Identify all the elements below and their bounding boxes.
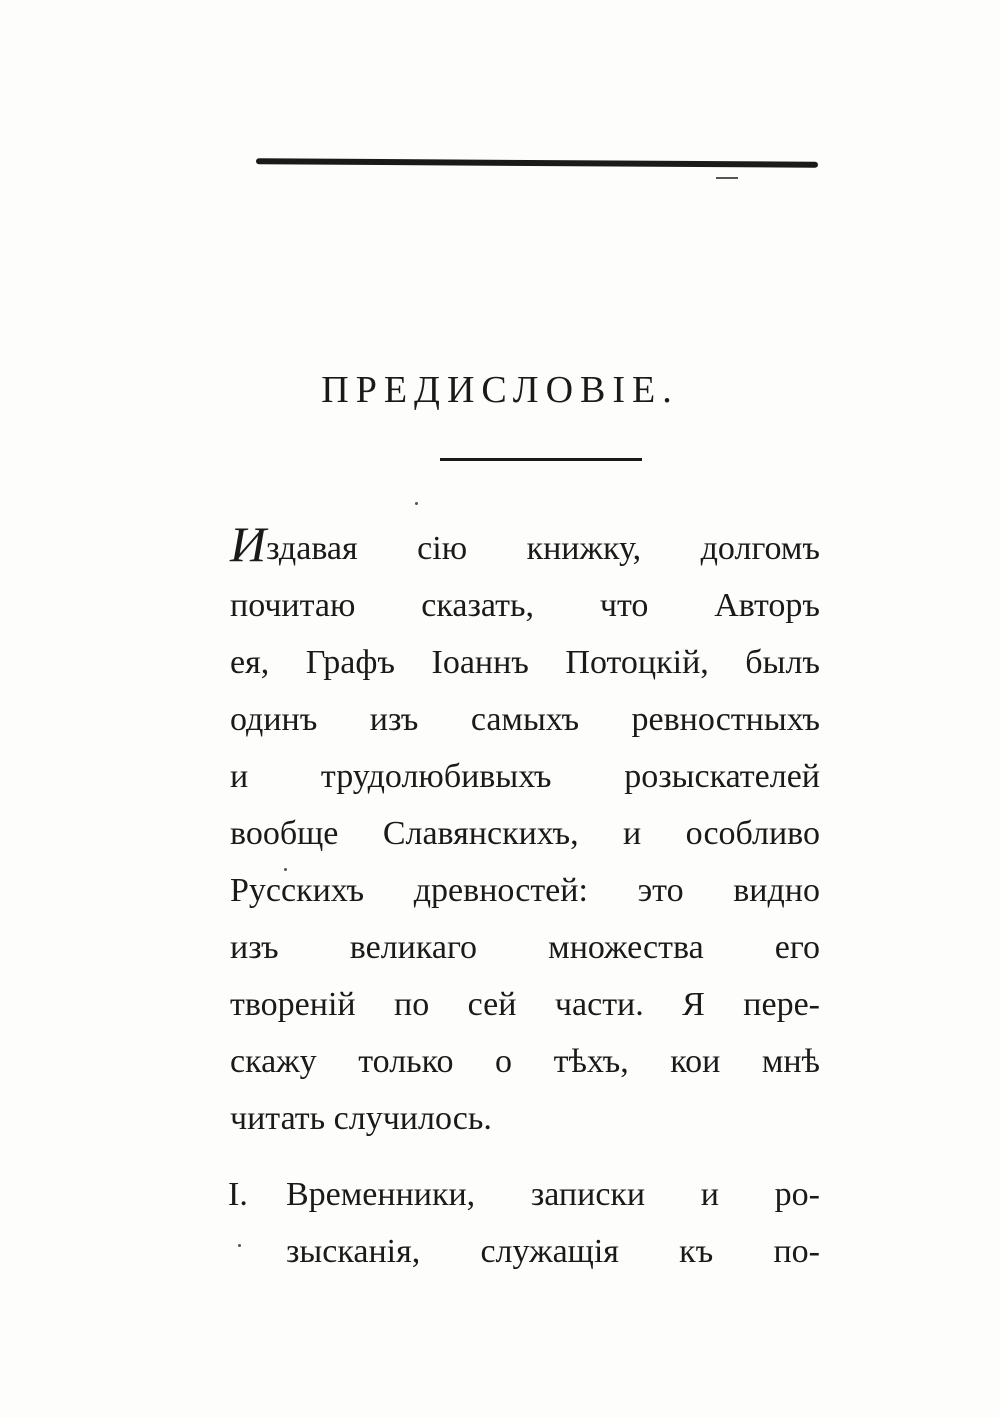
top-rule-mark xyxy=(716,177,738,179)
paragraph-line: творенiй по сей части. Я пере- xyxy=(230,986,820,1023)
preface-paragraph xyxy=(230,516,820,1147)
paragraph-line: читать случилось. xyxy=(230,1100,492,1137)
paragraph-line: Издавая сiю книжку, долгомъ xyxy=(230,516,820,572)
paragraph-line: Русскихъ древностей: это видно xyxy=(230,872,820,909)
title-underline-rule xyxy=(440,458,642,461)
list-item-text xyxy=(286,1166,820,1280)
print-speck xyxy=(415,502,418,505)
paragraph-line: и трудолюбивыхъ розыскателей xyxy=(230,758,820,795)
top-decorative-rule xyxy=(256,158,818,167)
list-item-number: I. xyxy=(228,1176,248,1213)
print-speck xyxy=(238,1244,241,1247)
page-title: ПРЕДИСЛОВIЕ. xyxy=(321,369,679,411)
paragraph-line: одинъ изъ самыхъ ревностныхъ xyxy=(230,701,820,738)
paragraph-line: вообще Славянскихъ, и особливо xyxy=(230,815,820,852)
paragraph-line: изъ великаго множества его xyxy=(230,929,820,966)
list-item-line: Временники, записки и ро- xyxy=(286,1176,820,1213)
paragraph-line: почитаю сказать, что Авторъ xyxy=(230,587,820,624)
paragraph-line: ея, Графъ Iоаннъ Потоцкiй, былъ xyxy=(230,644,820,681)
drop-cap: И xyxy=(230,516,267,572)
paragraph-line: скажу только о тѣхъ, кои мнѣ xyxy=(230,1043,820,1080)
list-item-line: зысканiя, служащiя къ по- xyxy=(286,1233,820,1270)
